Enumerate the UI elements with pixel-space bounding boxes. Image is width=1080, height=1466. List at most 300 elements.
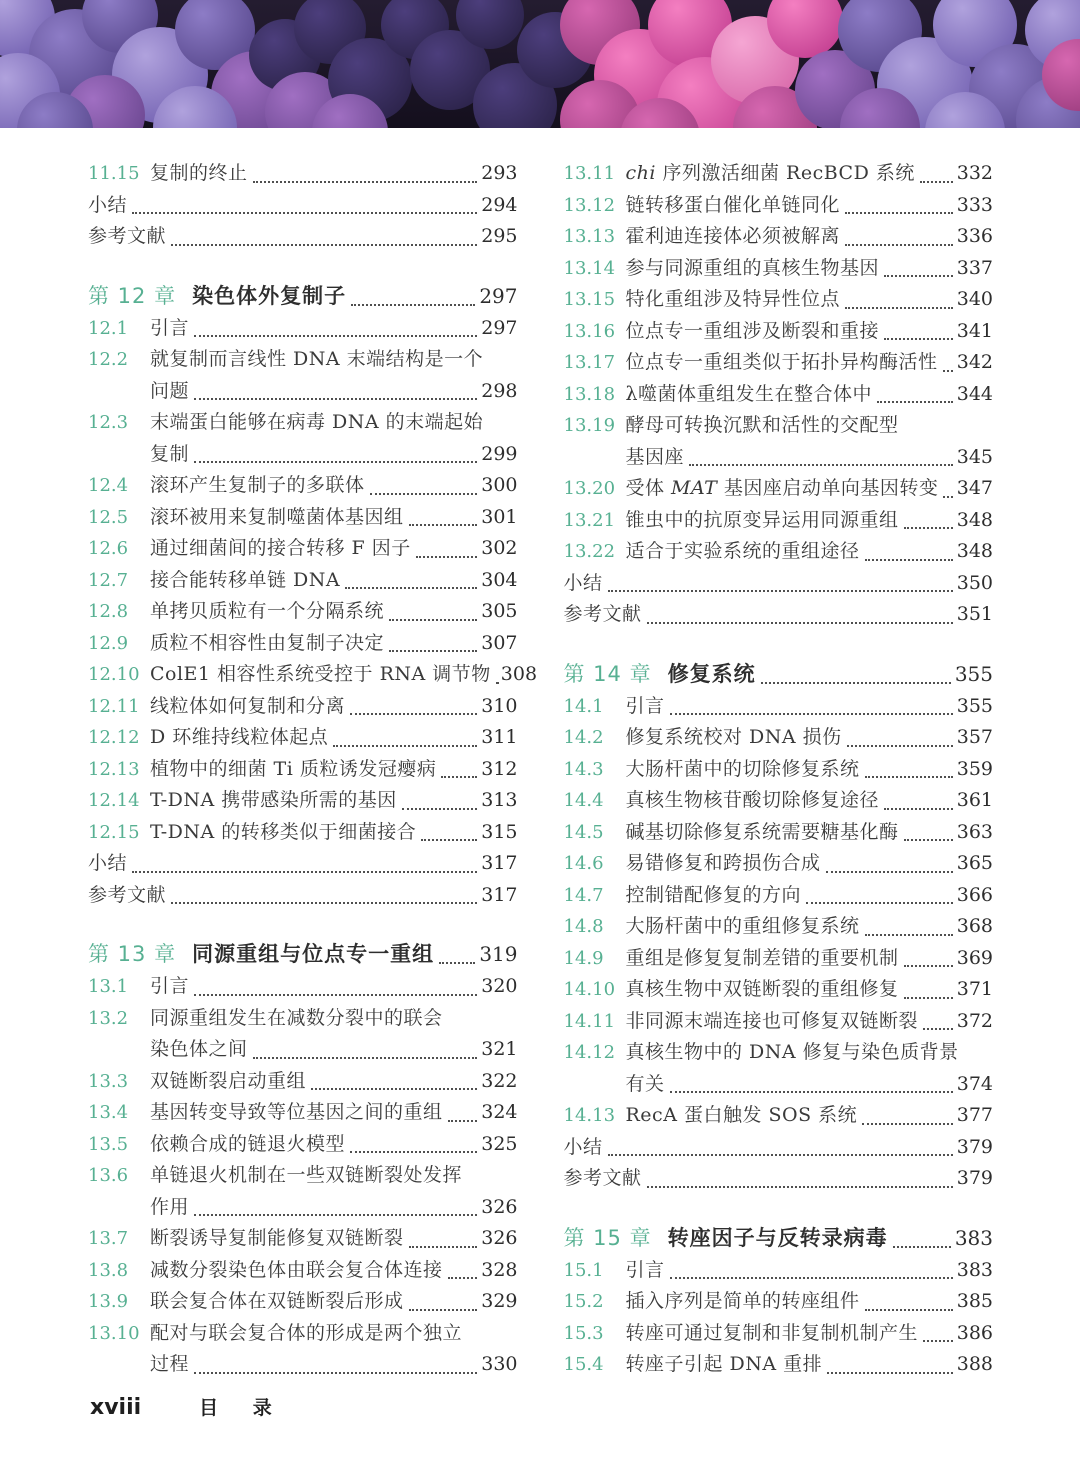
page-number: 297 (481, 316, 518, 339)
entry-title: chi 序列激活细菌 RecBCD 系统 (625, 162, 915, 184)
section-number: 15.4 (563, 1354, 604, 1375)
toc-entry-row (564, 221, 994, 253)
section-number: 14.12 (563, 1042, 616, 1063)
entry-title: 霍利迪连接体必须被解离 (625, 225, 841, 247)
entry-title: 末端蛋白能够在病毒 DNA 的末端起始 (150, 411, 484, 433)
toc-entry-row (564, 1037, 994, 1069)
entry-title-continuation: 问题 (150, 379, 190, 402)
dot-leader (842, 722, 957, 754)
page-number: 311 (481, 726, 518, 748)
page-number: 345 (956, 445, 993, 468)
toc-entry-row (88, 1255, 518, 1287)
toc-entry-row (564, 1318, 994, 1350)
toc-entry-row (88, 659, 538, 691)
page-number: 369 (956, 946, 993, 969)
page-number: 348 (956, 508, 993, 531)
section-number: 13.16 (563, 320, 616, 342)
toc-entry-row (564, 253, 994, 285)
section-number: 12.10 (88, 664, 140, 685)
dot-leader (899, 817, 957, 849)
dot-leader (603, 568, 957, 600)
page-number: 315 (481, 820, 518, 843)
toc-entry-row (564, 1286, 994, 1318)
section-number: 14.13 (563, 1105, 616, 1126)
indent-spacer (564, 1069, 626, 1101)
page-number: 337 (956, 256, 993, 279)
page-number: 372 (956, 1009, 993, 1032)
entry-title: 就复制而言线性 DNA 末端结构是一个 (150, 348, 484, 370)
section-number: 13.1 (88, 976, 129, 997)
page-number: 298 (481, 379, 518, 402)
page-number: 302 (481, 537, 518, 559)
dot-leader (879, 253, 957, 285)
dot-leader (879, 316, 957, 348)
entry-title: 小结 (563, 571, 603, 594)
toc-entry-row (564, 754, 994, 786)
page-number: 388 (956, 1353, 993, 1375)
entry-title: 参考文献 (563, 603, 642, 625)
entry-title: T-DNA 的转移类似于细菌接合 (150, 820, 417, 843)
page-number: 355 (956, 694, 993, 717)
page-number: 305 (481, 600, 518, 622)
dot-leader (346, 280, 479, 313)
entry-title: 小结 (563, 1135, 603, 1158)
section-number: 13.14 (563, 257, 616, 279)
dot-leader (404, 502, 482, 534)
chapter-number: 第 12 章 (88, 283, 177, 308)
indent-spacer (88, 439, 150, 471)
section-number: 12.13 (88, 758, 140, 780)
section-number: 13.4 (88, 1102, 129, 1123)
toc-chapter-row (564, 1222, 994, 1255)
toc-entry-row-continuation (564, 1069, 994, 1101)
page-number: 317 (481, 883, 518, 906)
section-number: 12.15 (88, 821, 140, 843)
page-number: 366 (956, 883, 993, 906)
section-number: 14.5 (563, 821, 604, 843)
entry-title: 修复系统校对 DNA 损伤 (625, 726, 842, 748)
indent-spacer (88, 376, 150, 408)
page-number: 336 (956, 225, 993, 247)
chapter-title: 同源重组与位点专一重组 (192, 942, 435, 966)
dot-leader (127, 848, 481, 880)
entry-title: 单拷贝质粒有一个分隔系统 (150, 600, 385, 622)
dot-leader (189, 971, 481, 1003)
dot-leader (384, 628, 481, 660)
toc-entry-row (564, 1100, 994, 1132)
indent-spacer (88, 1192, 150, 1224)
section-number: 13.21 (563, 509, 616, 531)
entry-title: 链转移蛋白催化单链同化 (625, 193, 841, 216)
dot-leader (340, 565, 481, 597)
dot-leader (665, 1255, 957, 1287)
page-number: 304 (481, 568, 518, 591)
dot-leader (384, 596, 481, 628)
chapter-title: 转座因子与反转录病毒 (667, 1225, 888, 1250)
section-number: 13.12 (563, 194, 616, 216)
dot-leader (248, 1034, 482, 1066)
page-number: 374 (956, 1072, 993, 1095)
page-number: 371 (956, 978, 993, 1000)
entry-title: 滚环产生复制子的多联体 (150, 474, 365, 496)
dot-leader (436, 754, 481, 786)
toc-summary-row (88, 221, 518, 253)
entry-title: 易错修复和跨损伤合成 (625, 852, 821, 874)
entry-title: 转座可通过复制和非复制机制产生 (625, 1321, 919, 1344)
toc-entry-row (564, 880, 994, 912)
page-number: 295 (481, 225, 518, 247)
section-number: 13.19 (563, 415, 616, 436)
entry-title: 配对与联会复合体的形成是两个独立 (150, 1321, 463, 1344)
entry-title: 参考文献 (563, 1167, 642, 1189)
section-number: 12.4 (88, 475, 129, 496)
entry-title: 基因转变导致等位基因之间的重组 (150, 1101, 443, 1123)
section-number: 12.3 (88, 412, 129, 433)
section-number: 14.4 (563, 790, 604, 811)
entry-title: T-DNA 携带感染所需的基因 (150, 789, 397, 811)
entry-title: 线粒体如何复制和分离 (150, 694, 346, 717)
dot-leader (684, 442, 957, 474)
entry-title: 酵母可转换沉默和活性的交配型 (625, 414, 899, 436)
entry-title: 小结 (88, 852, 128, 874)
page-number: 344 (956, 382, 993, 405)
chapter-number: 第 15 章 (563, 1225, 652, 1250)
entry-title: 依赖合成的链退火模型 (150, 1132, 346, 1155)
dot-leader (860, 754, 957, 786)
section-number: 14.11 (563, 1010, 616, 1032)
dot-leader (404, 1286, 482, 1318)
toc-entry-row (88, 722, 518, 754)
dot-leader (801, 880, 957, 912)
dot-leader (189, 376, 481, 408)
entry-title: 断裂诱导复制能修复双链断裂 (150, 1227, 404, 1249)
dot-leader (840, 284, 957, 316)
entry-title: 小结 (88, 193, 128, 216)
entry-title: 复制的终止 (150, 162, 248, 184)
toc-entry-row (88, 817, 518, 849)
page-number: 368 (956, 915, 993, 937)
dot-leader (345, 691, 481, 723)
toc-entry-row (88, 565, 518, 597)
toc-summary-row (564, 568, 994, 600)
section-number: 13.13 (563, 226, 616, 247)
entry-title: 引言 (625, 1258, 665, 1281)
toc-chapter-row (88, 280, 518, 313)
entry-title: 大肠杆菌中的重组修复系统 (625, 915, 860, 937)
page-number: 307 (481, 631, 518, 654)
entry-title-continuation: 染色体之间 (150, 1038, 248, 1060)
toc-summary-row (88, 848, 518, 880)
page-number: 350 (956, 571, 993, 594)
dot-leader (306, 1066, 481, 1098)
entry-title: 植物中的细菌 Ti 质粒诱发冠瘿病 (150, 757, 437, 780)
dot-leader (665, 691, 957, 723)
section-number: 12.6 (88, 538, 129, 559)
section-number: 13.9 (88, 1291, 129, 1312)
toc-summary-row (88, 880, 518, 912)
entry-title: 适合于实验系统的重组途径 (625, 540, 860, 562)
dot-leader (860, 911, 957, 943)
section-number: 15.1 (563, 1259, 604, 1281)
dot-leader (127, 190, 481, 222)
entry-title: ColE1 相容性系统受控于 RNA 调节物 (150, 663, 491, 685)
dot-leader (166, 221, 481, 253)
section-number: 13.7 (88, 1228, 129, 1249)
entry-title: 引言 (150, 316, 190, 339)
toc-entry-row (564, 410, 994, 442)
dot-leader (397, 785, 481, 817)
entry-title: 位点专一重组类似于拓扑异构酶活性 (625, 351, 938, 373)
toc-entry-row (88, 754, 518, 786)
section-number: 13.3 (88, 1070, 129, 1092)
section-number: 14.3 (563, 758, 604, 780)
page-number: 293 (481, 162, 518, 184)
page-number: 328 (481, 1258, 518, 1281)
dot-leader (248, 158, 482, 190)
entry-title-continuation: 有关 (625, 1072, 665, 1095)
page-footer (90, 1393, 286, 1420)
section-number: 14.2 (563, 727, 604, 748)
dot-leader (840, 221, 957, 253)
entry-title: 重组是修复复制差错的重要机制 (625, 946, 899, 969)
dot-leader (821, 848, 957, 880)
section-number: 12.11 (88, 695, 140, 717)
toc-entry-row-continuation (564, 442, 994, 474)
dot-leader (840, 190, 957, 222)
section-number: 13.20 (563, 478, 616, 499)
page-number: 312 (481, 757, 518, 780)
entry-title-continuation: 基因座 (625, 445, 685, 468)
section-number: 14.1 (563, 695, 604, 717)
toc-entry-row (88, 596, 518, 628)
entry-title-continuation: 作用 (150, 1195, 190, 1218)
toc-entry-row (88, 313, 518, 345)
page-number: 361 (956, 789, 993, 811)
page-number: 319 (479, 942, 518, 966)
toc-chapter-row (564, 658, 994, 691)
entry-title: 锥虫中的抗原变异运用同源重组 (625, 508, 899, 531)
toc-entry-row-continuation (88, 1349, 518, 1381)
toc-entry-row (564, 158, 994, 190)
chapter-number: 第 14 章 (563, 661, 652, 686)
dot-leader (443, 1097, 482, 1129)
entry-title: 引言 (150, 975, 190, 997)
toc-entry-row (564, 722, 994, 754)
section-number: 13.6 (88, 1165, 129, 1186)
dot-leader (189, 313, 481, 345)
entry-title: 非同源末端连接也可修复双链断裂 (625, 1009, 919, 1032)
entry-title: D 环维持线粒体起点 (150, 726, 329, 748)
dot-leader (756, 658, 955, 691)
toc-entry-row (564, 785, 994, 817)
toc-entry-row-continuation (88, 1192, 518, 1224)
page-number: 320 (481, 975, 518, 997)
section-number: 14.9 (563, 947, 604, 969)
toc-entry-row (88, 628, 518, 660)
dot-leader (328, 722, 481, 754)
page-number: 333 (956, 193, 993, 216)
page-number: 383 (954, 1225, 993, 1250)
dot-leader (603, 1132, 957, 1164)
toc-entry-row (564, 1349, 994, 1381)
toc-columns (0, 128, 1080, 1381)
page-number: 359 (956, 757, 993, 780)
indent-spacer (88, 1034, 150, 1066)
entry-title: 引言 (625, 694, 665, 717)
section-number: 13.2 (88, 1007, 129, 1029)
entry-title: 通过细菌间的接合转移 F 因子 (150, 537, 411, 559)
toc-entry-row (564, 379, 994, 411)
entry-title: 受体 MAT 基因座启动单向基因转变 (625, 477, 939, 499)
dot-leader (872, 379, 957, 411)
section-number: 15.3 (563, 1322, 604, 1344)
header-image (0, 0, 1080, 128)
page-number: 365 (956, 852, 993, 874)
section-number: 13.15 (563, 289, 616, 310)
entry-title: 大肠杆菌中的切除修复系统 (625, 757, 860, 780)
page-number: 313 (481, 789, 518, 811)
dot-leader (404, 1223, 482, 1255)
dot-leader (860, 1286, 957, 1318)
toc-entry-row (88, 158, 518, 190)
page-number: 297 (479, 283, 518, 308)
section-number: 12.8 (88, 601, 129, 622)
dot-leader (443, 1255, 482, 1287)
toc-entry-row-continuation (88, 376, 518, 408)
entry-title: 同源重组发生在减数分裂中的联会 (150, 1006, 443, 1029)
page-number: 301 (481, 505, 518, 528)
toc-entry-row (564, 190, 994, 222)
section-number: 12.7 (88, 569, 129, 591)
dot-leader (189, 1349, 481, 1381)
entry-title: 位点专一重组涉及断裂和重接 (625, 319, 880, 342)
dot-leader (938, 473, 956, 505)
dot-leader (915, 158, 957, 190)
dot-leader (899, 505, 957, 537)
toc-entry-row (88, 1223, 518, 1255)
section-number: 14.8 (563, 916, 604, 937)
page-number: 294 (481, 193, 518, 216)
toc-entry-row-continuation (88, 439, 518, 471)
toc-entry-row (88, 470, 518, 502)
chapter-title: 修复系统 (667, 661, 756, 686)
page-number: 299 (481, 442, 518, 465)
chapter-number: 第 13 章 (88, 942, 177, 966)
dot-leader (879, 785, 957, 817)
page-number: 326 (481, 1195, 518, 1218)
page-number: 357 (956, 726, 993, 748)
page-number: 322 (481, 1069, 518, 1092)
dot-leader (411, 533, 481, 565)
page-number: 321 (481, 1038, 518, 1060)
page-number: 363 (956, 820, 993, 843)
entry-title: 参考文献 (88, 225, 167, 247)
entry-title: 特化重组涉及特异性位点 (625, 288, 841, 310)
toc-entry-row (564, 316, 994, 348)
dot-leader (166, 880, 481, 912)
entry-title: 单链退火机制在一些双链断裂处发挥 (150, 1164, 463, 1186)
page-number: 324 (481, 1101, 518, 1123)
dot-leader (918, 1006, 957, 1038)
dot-leader (918, 1318, 957, 1350)
section-number: 14.10 (563, 979, 616, 1000)
dot-leader (189, 439, 481, 471)
dot-leader (822, 1349, 957, 1381)
entry-title: 控制错配修复的方向 (625, 883, 802, 906)
entry-title: 碱基切除修复系统需要糖基化酶 (625, 820, 899, 843)
section-number: 14.7 (563, 884, 604, 906)
toc-entry-row (88, 1318, 518, 1350)
page-number: 330 (481, 1353, 518, 1375)
toc-entry-row (564, 473, 994, 505)
toc-entry-row (564, 1255, 994, 1287)
indent-spacer (88, 1349, 150, 1381)
dot-leader (642, 1163, 957, 1195)
entry-title-continuation: 复制 (150, 442, 190, 465)
section-number: 12.5 (88, 506, 129, 528)
dot-leader (434, 938, 479, 971)
toc-entry-row (564, 974, 994, 1006)
toc-entry-row (564, 284, 994, 316)
dot-leader (888, 1222, 955, 1255)
toc-summary-row (564, 1132, 994, 1164)
entry-title: λ噬菌体重组发生在整合体中 (625, 382, 873, 405)
dot-leader (491, 659, 501, 691)
toc-entry-row (564, 536, 994, 568)
toc-entry-row (88, 1160, 518, 1192)
indent-spacer (564, 442, 626, 474)
toc-summary-row (564, 1163, 994, 1195)
page-number: 340 (956, 288, 993, 310)
page-number: 332 (956, 162, 993, 184)
section-number: 13.18 (563, 383, 616, 405)
toc-entry-row (88, 1097, 518, 1129)
entry-title: 减数分裂染色体由联会复合体连接 (150, 1258, 443, 1281)
section-number: 12.1 (88, 317, 129, 339)
dot-leader (345, 1129, 481, 1161)
section-number: 11.15 (88, 163, 140, 184)
chapter-title: 染色体外复制子 (192, 283, 347, 308)
dot-leader (899, 943, 957, 975)
entry-title: 联会复合体在双链断裂后形成 (150, 1290, 404, 1312)
page-number: 379 (956, 1135, 993, 1158)
dot-leader (857, 1100, 957, 1132)
entry-title: 参与同源重组的真核生物基因 (625, 256, 880, 279)
toc-entry-row (88, 502, 518, 534)
toc-entry-row (88, 971, 518, 1003)
section-number: 12.12 (88, 727, 140, 748)
page-number: 379 (956, 1167, 993, 1189)
page-number: 341 (956, 319, 993, 342)
section-number: 12.2 (88, 349, 129, 370)
page-number: 329 (481, 1290, 518, 1312)
entry-title: RecA 蛋白触发 SOS 系统 (625, 1104, 858, 1126)
toc-column-left (88, 158, 538, 1381)
dot-leader (665, 1069, 957, 1101)
section-number: 13.10 (88, 1322, 140, 1344)
section-number: 12.14 (88, 790, 140, 811)
running-head-label: 目 录 (199, 1397, 286, 1419)
entry-title: 转座子引起 DNA 重排 (625, 1353, 823, 1375)
section-number: 13.17 (563, 352, 616, 373)
toc-entry-row (564, 817, 994, 849)
dot-leader (365, 470, 482, 502)
dot-leader (416, 817, 481, 849)
page-number: 317 (481, 852, 518, 874)
toc-entry-row (88, 1003, 518, 1035)
toc-chapter-row (88, 938, 518, 971)
dot-leader (189, 1192, 481, 1224)
